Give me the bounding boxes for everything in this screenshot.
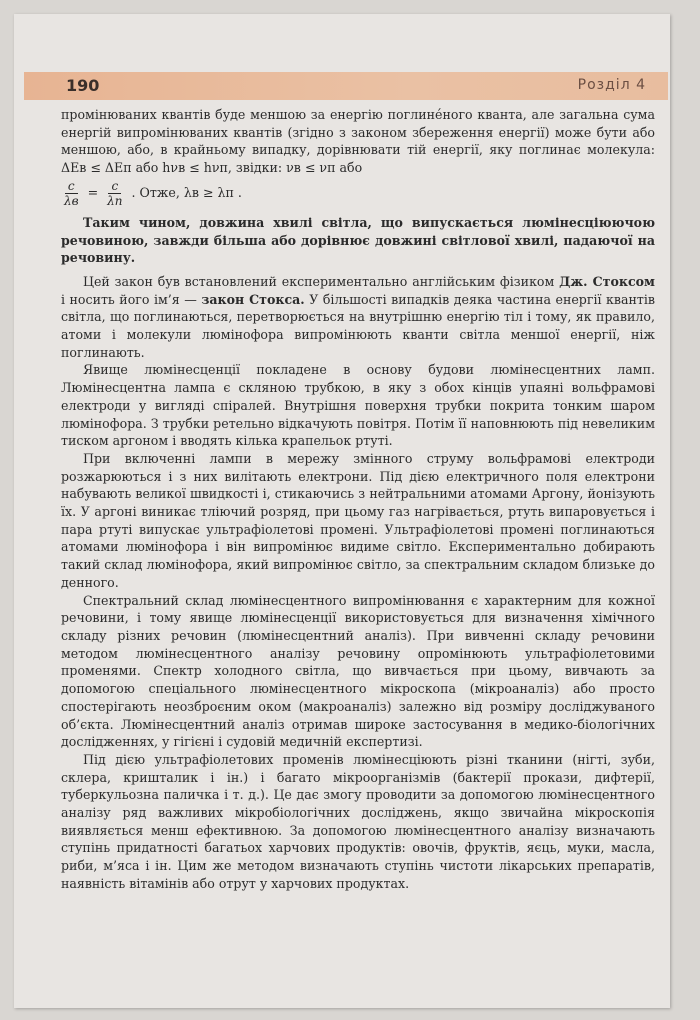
stokes-text-c: У більшості випадків деяка частина енергії квантів світла, що поглинаються, перетворюється на внутрішню енергію тіл і тому, як правило, атоми і молекули люмінофора випромінюють кванти світла меншої енергії, ніж поглинають. [61,291,655,360]
intro-paragraph: промінюваних квантів буде меншою за енергію поглинéного кванта, але загальна сума енергій випромінюваних квантів (згідно з законом збереження енергії) може бути або меншою, або, в крайньому випадку, дорівнювати тій енергії, яку поглинає молекула: ΔEв ≤ ΔEп або hνв ≤ hνп, звідки: νв ≤ νп або [61,107,655,176]
body-text [61,106,655,893]
fraction-left-denominator: λв [64,193,79,208]
fraction-right-numerator: c [108,179,121,194]
stokes-paragraph [61,273,655,362]
fraction-left [61,179,82,208]
stokes-law-statement: Таким чином, довжина хвилі світла, що випускається люмінесціюючою речовиною, завжди більша або дорівнює довжині світлової хвилі, падаючої на речовину. [61,214,655,266]
fraction-right-denominator: λп [107,193,123,208]
stokes-name: Дж. Стоксом [559,273,655,289]
fraction-right [104,179,125,208]
stokes-text-b: і носить його ім’я — [61,291,197,307]
applications-paragraph: Під дією ультрафіолетових променів люмінесціюють різні тканини (нігті, зуби, склера, кришталик і ін.) і багато мікроорганізмів (бактерії прокази, дифтерії, туберкульозна паличка і т. д.). Це дає змогу проводити за допомогою люмінесцентного аналізу ряд важливих мікробіологічних досліджень, якщо звичайна мікроскопія виявляється менш ефективною. За допомогою люмінесцентного аналізу визначають ступінь придатності багатьох харчових продуктів: овочів, фруктів, яєць, муки, масла, риби, м’яса і ін. Цим же методом визначають ступінь чистоти лікарських препаратів, наявність вітамінів або отрут у харчових продуктах. [61,751,655,891]
page-number: 190 [66,76,100,95]
formula-conclusion: . Отже, λв ≥ λп . [131,185,242,201]
fraction-left-numerator: c [65,179,78,194]
stokes-text-a: Цей закон був встановлений експериментально англійським фізиком [83,273,555,289]
book-page [14,14,670,1008]
page-header [24,72,668,100]
equals-sign: = [87,185,99,201]
lamp-operation-paragraph: При включенні лампи в мережу змінного струму вольфрамові електроди розжарюються і з них вилітають електрони. Під дією електричного поля електрони набувають великої швидкості і, стикаючись з нейтральними атомами Аргону, йонізують їх. У аргоні виникає тліючий розряд, при цьому газ нагрівається, ртуть випаровується і пара ртуті випускає ультрафіолетові промені. Ультрафіолетові промені поглинаються атомами люмінофора і він випромінює видиме світло. Експериментально добирають такий склад люмінофора, який випромінює світло, за спектральним складом близьке до денного. [61,450,655,590]
section-label: Розділ 4 [577,77,646,93]
analysis-paragraph: Спектральний склад люмінесцентного випромінювання є характерним для кожної речовини, і тому явище люмінесценції використовується для визначення хімічного складу різних речовин (люмінесцентний аналіз). При вивченні складу речовини методом люмінесцентного аналізу речовину опромінюють ультрафіолетовими променями. Спектр холодного світла, що вивчається при цьому, вивчають за допомогою спеціального люмінесцентного мікроскопа (мікроаналіз) або просто спостерігають неозброєним оком (макроаналіз) залежно від розміру досліджуваного об’єкта. Люмінесцентний аналіз отримав широке застосування в медико-біологічних дослідженнях, у гігієні і судовій медичній експертизі. [61,592,655,750]
wavelength-formula [61,179,655,208]
lamp-paragraph: Явище люмінесценції покладене в основу будови люмінесцентних ламп. Люмінесцентна лампа є скляною трубкою, в яку з обох кінців упаяні вольфрамові електроди у вигляді спіралей. Внутрішня поверхня трубки покрита тонким шаром люмінофора. З трубки ретельно відкачують повітря. Потім її наповнюють під невеликим тиском аргоном і вводять кілька крапельок ртуті. [61,362,655,449]
stokes-law-name: закон Стокса. [201,291,305,307]
